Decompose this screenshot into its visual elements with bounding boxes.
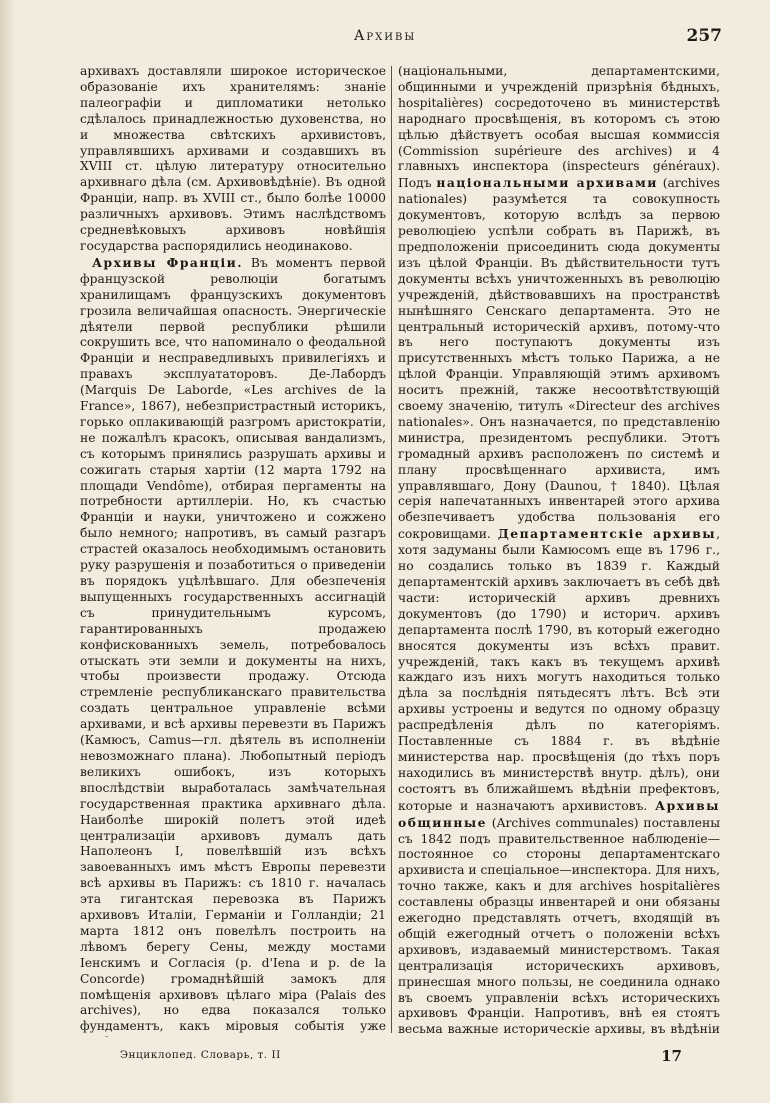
left-column (80, 64, 386, 1037)
term-national-archives: національными архивами (436, 175, 658, 191)
running-header-title: Архивы (353, 28, 417, 44)
term-department-archives: Департаментскіе архивы (497, 526, 717, 542)
text-segment: , хотя задуманы были Камюсомъ еще въ 1796 г., но создались только въ 1839 г. Каждый департаментскій архивъ заключаетъ въ себѣ двѣ части: историческій архивъ древнихъ документовъ (до 1790) и историч. архивъ департамента послѣ 1790, въ который ежегодно вносятся документы изъ всѣхъ правит. учрежденій, такъ какъ въ текущемъ архивѣ каждаго изъ нихъ могутъ находиться только дѣла за послѣднія пятьдесятъ лѣтъ. Всѣ эти архивы устроены и ведутся по одному образцу распредѣленія дѣлъ по категоріямъ. Поставленные съ 1884 г. въ вѣдѣніе министерства нар. просвѣщенія (до тѣхъ поръ находились въ министерствѣ внутр. дѣлъ), они состоятъ въ ближайшемъ вѣдѣніи префектовъ, которые и назначаютъ архивистовъ. (398, 527, 720, 813)
page-number: 257 (686, 26, 722, 46)
column-divider (391, 66, 392, 1033)
paragraph-continued (398, 64, 720, 1037)
footer-signature-number: 17 (661, 1047, 682, 1065)
text-segment: (національными, департаментскими, общинными и учрежденій призрѣнія бѣдныхъ, hospitalières) сосредоточено въ министерствѣ народнаго просвѣщенія, въ которомъ съ этою цѣлью дѣйствуетъ особая высшая коммиссія (Commission supérieure des archives) и 4 главныхъ инспектора (inspecteurs généraux). Подъ (398, 64, 720, 191)
text-segment: (Archives communales) поставлены съ 1842 подъ правительственное наблюденіе—постоянное со стороны департаментскаго архивиста и спеціальное—инспектора. Для нихъ, точно также, какъ и для archives hospitalières составлены образцы инвентарей и они обязаны ежегодно представлять отчетъ, входящій въ общій ежегодный отчетъ о положеніи всѣхъ архивовъ, издаваемый министерствомъ. Такая централизація историческихъ архивовъ, принесшая много пользы, не соединила однако въ своемъ управленіи всѣхъ историческихъ архивовъ Франціи. Напротивъ, внѣ ея стоятъ весьма важные историческіе архивы, въ вѣдѣніи (398, 815, 720, 1037)
text-segment: (archives nationales) разумѣется та совокупность документовъ, которую вслѣдъ за первою революціею успѣли собрать въ Парижѣ, въ предположеніи присоединить сюда документы изъ цѣлой Франціи. Въ дѣйствительности тутъ документы всѣхъ уничтоженныхъ въ революцію учрежденій, дѣйствовавшихъ на пространствѣ нынѣшняго Сенскаго департамента. Это не центральный историческій архивъ, потому-что въ него поступаютъ документы изъ присутственныхъ мѣстъ только Парижа, а не цѣлой Франціи. Управляющій этимъ архивомъ носитъ прежній, также несоотвѣтствующій своему значенію, титулъ «Directeur des archives nationales». Онъ назначается, по представленію министра, президентомъ республики. Этотъ громадный архивъ расположенъ по системѣ и плану просвѣщеннаго архивиста, имъ управлявшаго, Дону (Daunou, † 1840). Цѣлая серія напечатанныхъ инвентарей этого архива обезпечиваетъ удобства пользованія его сокровищами. (398, 176, 720, 542)
paragraph-archives-france-text: Въ моментъ первой французской революціи богатымъ хранилищамъ французскихъ документовъ грозила величайшая опасность. Энергическіе дѣятели первой республики рѣшили сокрушить все, что напоминало о феодальной Франціи и несправедливыхъ привилегіяхъ и правахъ эксплуататоровъ. Де-Лабордъ (Marquis De Laborde, «Les archives de la France», 1867), небезпристрастный историкъ, горько оплакивающій разгромъ аристократіи, не пожалѣлъ красокъ, описывая вандализмъ, съ которымъ принялись разрушать архивы и сожигать старыя хартіи (12 марта 1792 на площади Vendôme), отбирая пергаменты на потребности артиллеріи. Но, къ счастью Франціи и науки, уничтожено и сожжено было немного; напротивъ, въ самый разгаръ страстей оказалось необходимымъ остановить руку разрушенія и позаботиться о приведеніи въ порядокъ уцѣлѣвшаго. Для обезпеченія выпущенныхъ государственныхъ ассигнацій съ принудительнымъ курсомъ, гарантированныхъ продажею конфискованныхъ земель, потребовалось отыскать эти земли и документы на нихъ, чтобы произвести продажу. Отсюда стремленіе республиканскаго правительства создать центральное управленіе всѣми архивами, и всѣ архивы перевезти въ Парижъ (Камюсъ, Camus—гл. дѣятель въ исполненіи невозможнаго плана). Любопытный періодъ великихъ ошибокъ, изъ которыхъ впослѣдствіи выработалась замѣчательная государственная практика архивнаго дѣла. Наиболѣе широкій полетъ этой идеѣ централизаціи архивовъ думалъ дать Наполеонъ I, повелѣвшій изъ всѣхъ завоеванныхъ имъ мѣстъ Европы перевезти всѣ архивы въ Парижъ: съ 1810 г. началась эта гигантская перевозка въ Парижъ архивовъ Италіи, Германіи и Голландіи; 21 марта 1812 онъ повелѣлъ построить на лѣвомъ берегу Сены, между мостами Іенскимъ и Согласія (p. d'Iena и p. de la Concorde) громаднѣйшій замокъ для помѣщенія архивовъ цѣлаго міра (Palais des archives), но едва показался только фундаментъ, какъ міровыя событія уже (80, 255, 386, 1034)
paragraph-archives-intro: архивахъ доставляли широкое историческое образованіе ихъ хранителямъ: знаніе палеографіи и дипломатики нетолько сдѣлалось принадлежностью духовенства, но и множества свѣтскихъ архивистовъ, управлявшихъ архивами и создавшихъ въ XVIII ст. цѣлую литературу относительно архивнаго дѣла (см. Архивовѣдѣніе). Въ одной Франціи, напр. въ XVIII ст., было болѣе 10000 различныхъ архивовъ. Этимъ наслѣдствомъ средневѣковыхъ архивовъ новѣйшія государства распорядились неодинаково. (80, 64, 386, 253)
right-column (398, 64, 720, 1037)
paragraph-archives-france (80, 255, 386, 1037)
footer-publication: Энциклопед. Словарь, т. II (120, 1049, 281, 1061)
term-communal-archives: Архивы общинные (398, 797, 720, 830)
page-binding-edge (0, 0, 16, 1103)
section-heading-archives-france: Архивы Франціи. (92, 254, 244, 270)
